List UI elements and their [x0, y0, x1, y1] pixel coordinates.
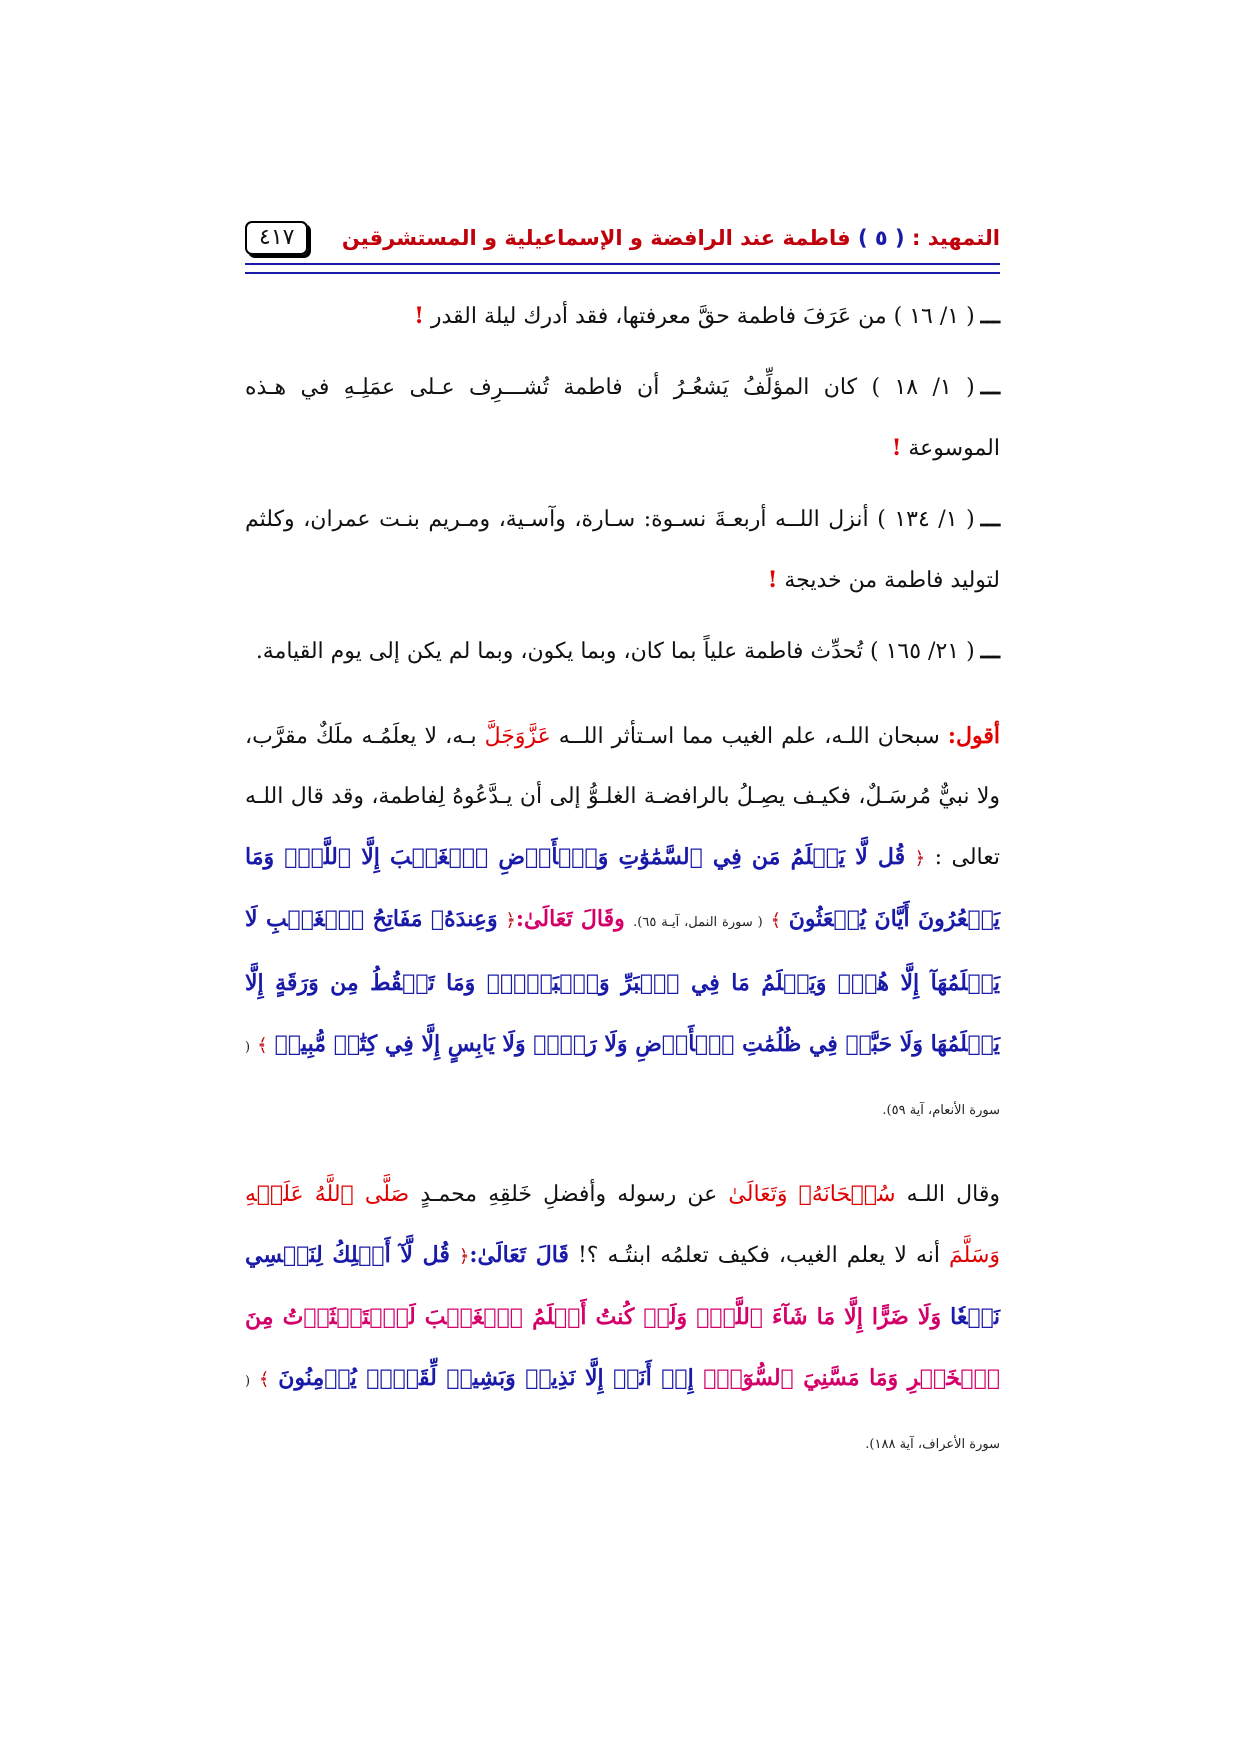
- entry-text: ( ٢١/ ١٦٥ ) تُحدِّث فاطمة علياً بما كان، وبما يكون، وبما لم يكن إلى يوم القيامة.: [255, 639, 975, 664]
- exclamation-mark: !: [414, 303, 424, 329]
- entry-1: [245, 286, 1000, 347]
- document-page: [245, 215, 1000, 1475]
- entry-3: [245, 489, 1000, 611]
- honorific-subhanahu: سُبۡحَانَهُۥ وَتَعَالَىٰ: [728, 1182, 896, 1207]
- paragraph-aqul: [245, 706, 1000, 1141]
- page-number-badge: ٤١٧: [245, 221, 308, 255]
- entry-text: ( ١/ ١٣٤ ) أنزل اللــه أربعـةَ نسـوة: سـارة، وآسـية، ومـريم بنـت عمران، وكلثم لتوليد فاطمة من خديجة: [245, 507, 1000, 593]
- title-prefix: التمهيد :: [904, 226, 1000, 250]
- qala-taala: وقَالَ تَعَالَىٰ:: [515, 906, 634, 932]
- verse-reference: ( سورة النمل، آيـة ٦٥).: [633, 915, 763, 930]
- para1-text-b: بـه، لا يعلَمُـه ملَكٌ مقرَّب، ولا نبيٌّ مُرسَـلٌ، فكيـف يصِـلُ بالرافضـة الغلـوُّ إلى أن يـدَّعُوهُ لِفاطمة، وقد قال اللـه تعالى :: [245, 724, 1000, 870]
- verse-bracket-close: ﴾: [258, 1369, 270, 1390]
- title-chapter: ( ٥ ): [858, 226, 905, 250]
- verse-naml-65: قُل لَّا يَعۡلَمُ مَن فِي ٱلسَّمَٰوَٰتِ وَٱلۡأَرۡضِ ٱلۡغَيۡبَ إِلَّا ٱللَّهُۚ وَمَا يَشۡعُرُونَ أَيَّانَ يُبۡعَثُونَ: [245, 844, 1001, 932]
- para2-text-c: أنه لا يعلم الغيب، فكيف تعلمُه ابنتُـه ؟!: [568, 1243, 950, 1268]
- verse-bracket-close: ﴾: [770, 910, 781, 931]
- paragraph-waqal: [245, 1165, 1000, 1475]
- verse-araf-188-b: وَلَا ضَرًّا إِلَّا مَا شَآءَ ٱللَّهُۚ وَلَوۡ كُنتُ أَعۡلَمُ ٱلۡغَيۡبَ لَٱسۡتَكۡثَرۡتُ مِنَ ٱلۡخَيۡرِ وَمَا مَسَّنِيَ ٱلسُّوٓءُۚ: [245, 1304, 1001, 1391]
- para2-text-a: وقال اللـه: [895, 1182, 1000, 1207]
- honorific-salla: صَلَّى ٱللَّهُ عَلَيۡهِ وَسَلَّمَ: [245, 1182, 1000, 1268]
- aqul-label: أقول:: [947, 723, 1000, 749]
- verse-reference: ( سورة الأعراف، آية ١٨٨).: [245, 1374, 1000, 1452]
- verse-araf-188-a: قُل لَّآ أَمۡلِكُ لِنَفۡسِي نَفۡعٗا: [245, 1242, 1000, 1330]
- verse-anam-59: وَعِندَهُۥ مَفَاتِحُ ٱلۡغَيۡبِ لَا يَعۡلَمُهَآ إِلَّا هُوَۚ وَيَعۡلَمُ مَا فِي ٱلۡبَرِّ وَٱلۡبَحۡرِۚ وَمَا تَسۡقُطُ مِن وَرَقَةٍ إِلَّا يَعۡلَمُهَا وَلَا حَبَّةٖ فِي ظُلُمَٰتِ ٱلۡأَرۡضِ وَلَا رَطۡبٖ وَلَا يَابِسٍ إِلَّا فِي كِتَٰبٖ مُّبِينٖ: [245, 906, 1000, 1057]
- entry-dash: ـــ: [980, 374, 1001, 400]
- page-header: [245, 215, 1000, 261]
- entry-dash: ـــ: [980, 638, 1000, 664]
- verse-bracket-open: ﴿: [458, 1246, 470, 1267]
- para1-text-a: سبحان اللـه، علم الغيب مما اسـتأثر اللــه: [550, 724, 948, 749]
- verse-araf-188-c: إِنۡ أَنَا۠ إِلَّا نَذِيرٞ وَبَشِيرٞ لِّقَوۡمٖ يُؤۡمِنُونَ: [278, 1365, 704, 1391]
- header-rule: [245, 263, 1000, 274]
- para2-text-b: عن رسوله وأفضلِ خَلقِهِ محمـدٍ: [409, 1182, 729, 1207]
- entry-dash: ـــ: [980, 506, 1001, 532]
- verse-bracket-open: ﴿: [914, 848, 926, 869]
- entry-2: [245, 357, 1000, 479]
- verse-bracket-open: ﴿: [505, 910, 516, 931]
- entry-text: ( ١/ ١٦ ) من عَرَفَ فاطمة حقَّ معرفتها، فقد أدرك ليلة القدر: [430, 304, 975, 329]
- title-rest: فاطمة عند الرافضة و الإسماعيلية و المستشرقين: [341, 226, 858, 250]
- entry-text: ( ١/ ١٨ ) كان المؤلِّفُ يَشعُـرُ أن فاطمة تُشـــرِف عـلى عمَلِـهِ في هـذه الموسوعة: [245, 375, 1000, 461]
- exclamation-mark: !: [767, 567, 778, 593]
- verse-bracket-close: ﴾: [257, 1035, 268, 1056]
- exclamation-mark: !: [891, 435, 902, 461]
- quoted-entries: [245, 286, 1000, 682]
- entry-dash: ـــ: [980, 303, 1000, 329]
- verse-reference: ( سورة الأنعام، آية ٥٩).: [245, 1040, 1000, 1118]
- honorific-azza-wajal: عَزَّوَجَلَّ: [484, 724, 551, 749]
- running-title: [342, 226, 1000, 250]
- entry-4: [245, 621, 1000, 682]
- qala-taala: قَالَ تَعَالَىٰ:: [469, 1242, 569, 1268]
